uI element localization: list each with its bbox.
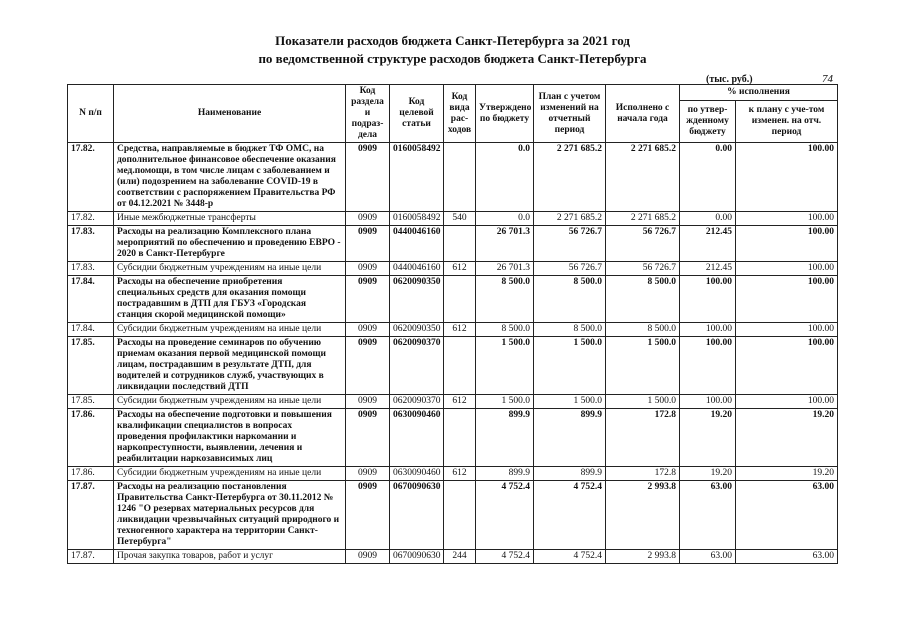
cell-name: Иные межбюджетные трансферты bbox=[114, 212, 346, 226]
cell-type bbox=[444, 481, 476, 550]
cell-num: 17.86. bbox=[68, 409, 114, 467]
cell-plan: 2 271 685.2 bbox=[534, 212, 606, 226]
cell-name: Расходы на обеспечение приобретения специальных средств для оказания помощи пострадавшим в ДТП для ГБУЗ «Городская станция скорой медицинской помощи» bbox=[114, 276, 346, 323]
cell-executed: 56 726.7 bbox=[606, 226, 680, 262]
cell-executed: 2 271 685.2 bbox=[606, 143, 680, 212]
cell-pct-plan: 63.00 bbox=[736, 481, 838, 550]
cell-pct-plan: 100.00 bbox=[736, 395, 838, 409]
cell-plan: 56 726.7 bbox=[534, 226, 606, 262]
cell-num: 17.84. bbox=[68, 323, 114, 337]
cell-name: Прочая закупка товаров, работ и услуг bbox=[114, 550, 346, 564]
cell-plan: 2 271 685.2 bbox=[534, 143, 606, 212]
table-row bbox=[68, 212, 838, 226]
cell-pct-approved: 0.00 bbox=[680, 143, 736, 212]
cell-section: 0909 bbox=[346, 212, 390, 226]
cell-article: 0620090350 bbox=[390, 276, 444, 323]
col-header-plan: План с учетом изменений на отчетный период bbox=[534, 85, 606, 143]
cell-plan: 8 500.0 bbox=[534, 276, 606, 323]
cell-approved: 1 500.0 bbox=[476, 395, 534, 409]
cell-name: Расходы на реализацию Комплексного плана мероприятий по обеспечению и проведению ЕВРО - 2020 в Санкт-Петербурге bbox=[114, 226, 346, 262]
cell-pct-plan: 100.00 bbox=[736, 337, 838, 395]
cell-executed: 2 271 685.2 bbox=[606, 212, 680, 226]
cell-executed: 8 500.0 bbox=[606, 276, 680, 323]
cell-executed: 8 500.0 bbox=[606, 323, 680, 337]
cell-type bbox=[444, 276, 476, 323]
cell-approved: 26 701.3 bbox=[476, 262, 534, 276]
table-row bbox=[68, 550, 838, 564]
col-header-pct-plan: к плану с уче-том изменен. на отч. период bbox=[736, 101, 838, 143]
col-header-num: N п/п bbox=[68, 85, 114, 143]
cell-plan: 899.9 bbox=[534, 409, 606, 467]
cell-section: 0909 bbox=[346, 262, 390, 276]
cell-approved: 1 500.0 bbox=[476, 337, 534, 395]
cell-approved: 4 752.4 bbox=[476, 550, 534, 564]
cell-pct-approved: 212.45 bbox=[680, 226, 736, 262]
cell-name: Субсидии бюджетным учреждениям на иные цели bbox=[114, 262, 346, 276]
cell-pct-approved: 19.20 bbox=[680, 467, 736, 481]
report-title-line2: по ведомственной структуре расходов бюджета Санкт-Петербурга bbox=[258, 51, 647, 66]
cell-approved: 0.0 bbox=[476, 143, 534, 212]
cell-plan: 1 500.0 bbox=[534, 395, 606, 409]
cell-type bbox=[444, 226, 476, 262]
cell-type: 612 bbox=[444, 262, 476, 276]
table-row bbox=[68, 409, 838, 467]
cell-plan: 4 752.4 bbox=[534, 481, 606, 550]
cell-type: 612 bbox=[444, 467, 476, 481]
cell-pct-approved: 100.00 bbox=[680, 395, 736, 409]
cell-article: 0440046160 bbox=[390, 226, 444, 262]
cell-approved: 899.9 bbox=[476, 409, 534, 467]
cell-article: 0620090370 bbox=[390, 337, 444, 395]
cell-article: 0160058492 bbox=[390, 212, 444, 226]
cell-num: 17.84. bbox=[68, 276, 114, 323]
cell-type: 244 bbox=[444, 550, 476, 564]
cell-executed: 2 993.8 bbox=[606, 481, 680, 550]
cell-pct-approved: 19.20 bbox=[680, 409, 736, 467]
cell-article: 0670090630 bbox=[390, 481, 444, 550]
cell-pct-approved: 100.00 bbox=[680, 323, 736, 337]
cell-num: 17.83. bbox=[68, 226, 114, 262]
cell-section: 0909 bbox=[346, 550, 390, 564]
col-header-section: Код раздела и подраз-дела bbox=[346, 85, 390, 143]
cell-pct-plan: 19.20 bbox=[736, 467, 838, 481]
cell-name: Субсидии бюджетным учреждениям на иные цели bbox=[114, 323, 346, 337]
cell-num: 17.82. bbox=[68, 212, 114, 226]
cell-type bbox=[444, 337, 476, 395]
cell-executed: 2 993.8 bbox=[606, 550, 680, 564]
expense-table bbox=[67, 84, 838, 564]
col-header-executed: Исполнено с начала года bbox=[606, 85, 680, 143]
cell-pct-approved: 0.00 bbox=[680, 212, 736, 226]
table-row bbox=[68, 467, 838, 481]
cell-pct-plan: 100.00 bbox=[736, 143, 838, 212]
table-row bbox=[68, 481, 838, 550]
cell-section: 0909 bbox=[346, 337, 390, 395]
table-row bbox=[68, 226, 838, 262]
cell-name: Субсидии бюджетным учреждениям на иные цели bbox=[114, 395, 346, 409]
col-header-name: Наименование bbox=[114, 85, 346, 143]
cell-num: 17.83. bbox=[68, 262, 114, 276]
col-header-pct: % исполнения bbox=[680, 85, 838, 101]
cell-plan: 899.9 bbox=[534, 467, 606, 481]
cell-article: 0670090630 bbox=[390, 550, 444, 564]
cell-executed: 1 500.0 bbox=[606, 395, 680, 409]
cell-approved: 8 500.0 bbox=[476, 276, 534, 323]
cell-pct-plan: 100.00 bbox=[736, 262, 838, 276]
cell-approved: 8 500.0 bbox=[476, 323, 534, 337]
cell-type bbox=[444, 409, 476, 467]
cell-num: 17.86. bbox=[68, 467, 114, 481]
cell-article: 0630090460 bbox=[390, 409, 444, 467]
cell-article: 0160058492 bbox=[390, 143, 444, 212]
cell-pct-approved: 100.00 bbox=[680, 276, 736, 323]
table-row bbox=[68, 337, 838, 395]
col-header-type: Код вида рас-ходов bbox=[444, 85, 476, 143]
cell-section: 0909 bbox=[346, 323, 390, 337]
cell-executed: 172.8 bbox=[606, 409, 680, 467]
cell-article: 0620090370 bbox=[390, 395, 444, 409]
page-number: 74 bbox=[822, 73, 833, 85]
cell-name: Расходы на обеспечение подготовки и повышения квалификации специалистов в вопросах проведения профилактики наркомании и наркопреступности, выявлении, лечения и реабилитации наркозависимых лиц bbox=[114, 409, 346, 467]
cell-pct-plan: 100.00 bbox=[736, 276, 838, 323]
cell-approved: 4 752.4 bbox=[476, 481, 534, 550]
table-row bbox=[68, 143, 838, 212]
cell-plan: 4 752.4 bbox=[534, 550, 606, 564]
cell-section: 0909 bbox=[346, 409, 390, 467]
cell-plan: 8 500.0 bbox=[534, 323, 606, 337]
cell-name: Субсидии бюджетным учреждениям на иные цели bbox=[114, 467, 346, 481]
cell-section: 0909 bbox=[346, 395, 390, 409]
cell-num: 17.85. bbox=[68, 395, 114, 409]
cell-section: 0909 bbox=[346, 481, 390, 550]
report-title-line1: Показатели расходов бюджета Санкт-Петербурга за 2021 год bbox=[275, 33, 630, 48]
cell-executed: 172.8 bbox=[606, 467, 680, 481]
cell-article: 0620090350 bbox=[390, 323, 444, 337]
col-header-article: Код целевой статьи bbox=[390, 85, 444, 143]
table-row bbox=[68, 323, 838, 337]
cell-section: 0909 bbox=[346, 226, 390, 262]
cell-type: 540 bbox=[444, 212, 476, 226]
cell-type: 612 bbox=[444, 395, 476, 409]
cell-num: 17.85. bbox=[68, 337, 114, 395]
cell-section: 0909 bbox=[346, 467, 390, 481]
cell-executed: 1 500.0 bbox=[606, 337, 680, 395]
cell-approved: 0.0 bbox=[476, 212, 534, 226]
cell-executed: 56 726.7 bbox=[606, 262, 680, 276]
cell-num: 17.87. bbox=[68, 550, 114, 564]
cell-article: 0440046160 bbox=[390, 262, 444, 276]
table-row bbox=[68, 262, 838, 276]
table-row bbox=[68, 276, 838, 323]
cell-pct-plan: 100.00 bbox=[736, 212, 838, 226]
units-label: (тыс. руб.) bbox=[706, 74, 753, 85]
cell-approved: 26 701.3 bbox=[476, 226, 534, 262]
cell-approved: 899.9 bbox=[476, 467, 534, 481]
col-header-approved: Утверждено по бюджету bbox=[476, 85, 534, 143]
cell-name: Расходы на реализацию постановления Правительства Санкт-Петербурга от 30.11.2012 № 1246 "О резервах материальных ресурсов для ликвидации чрезвычайных ситуаций природного и техногенного характера на территории Санкт-Петербурга" bbox=[114, 481, 346, 550]
cell-article: 0630090460 bbox=[390, 467, 444, 481]
cell-pct-plan: 63.00 bbox=[736, 550, 838, 564]
cell-name: Средства, направляемые в бюджет ТФ ОМС, на дополнительное финансовое обеспечение оказания мед.помощи, в том числе лицам с заболеванием и (или) подозрением на заболевание COVID-19 в соответствии с распоряжением Правительства РФ от 04.12.2021 № 3448-р bbox=[114, 143, 346, 212]
cell-pct-plan: 100.00 bbox=[736, 323, 838, 337]
cell-type bbox=[444, 143, 476, 212]
cell-section: 0909 bbox=[346, 276, 390, 323]
cell-pct-approved: 63.00 bbox=[680, 550, 736, 564]
cell-pct-approved: 63.00 bbox=[680, 481, 736, 550]
col-header-pct-approved: по утвер-жденному бюджету bbox=[680, 101, 736, 143]
cell-pct-plan: 100.00 bbox=[736, 226, 838, 262]
cell-num: 17.82. bbox=[68, 143, 114, 212]
cell-pct-approved: 100.00 bbox=[680, 337, 736, 395]
cell-name: Расходы на проведение семинаров по обучению приемам оказания первой медицинской помощи лицам, пострадавшим в результате ДТП, для водителей и сотрудников служб, участвующих в ликвидации последствий ДТП bbox=[114, 337, 346, 395]
cell-plan: 56 726.7 bbox=[534, 262, 606, 276]
cell-pct-approved: 212.45 bbox=[680, 262, 736, 276]
cell-section: 0909 bbox=[346, 143, 390, 212]
cell-num: 17.87. bbox=[68, 481, 114, 550]
cell-pct-plan: 19.20 bbox=[736, 409, 838, 467]
table-row bbox=[68, 395, 838, 409]
cell-type: 612 bbox=[444, 323, 476, 337]
cell-plan: 1 500.0 bbox=[534, 337, 606, 395]
